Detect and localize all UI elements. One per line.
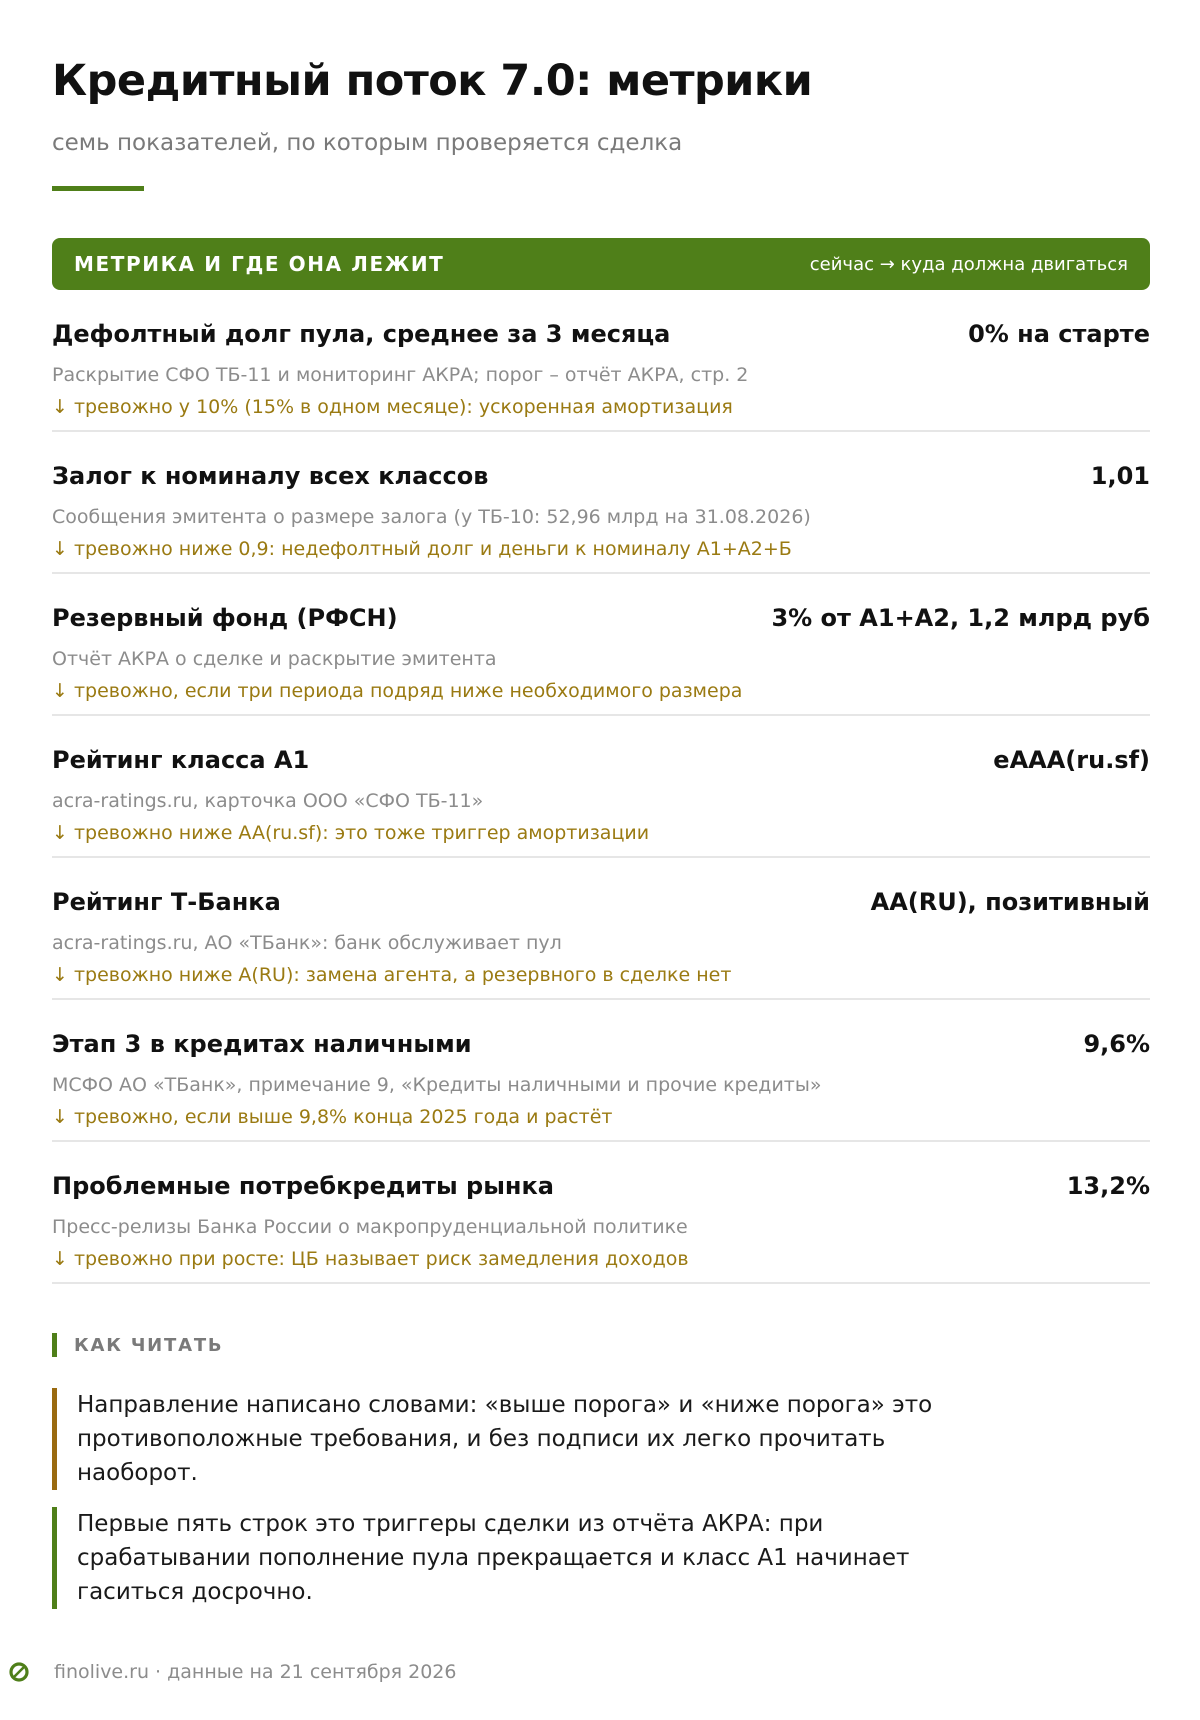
metric-source: Отчёт АКРА о сделке и раскрытие эмитента — [52, 648, 497, 670]
metric-alarm: ↓ тревожно, если выше 9,8% конца 2025 года и растёт — [52, 1106, 613, 1128]
page-subtitle: семь показателей, по которым проверяется сделка — [52, 130, 683, 156]
metric-source: МСФО АО «ТБанк», примечание 9, «Кредиты наличными и прочие кредиты» — [52, 1074, 822, 1096]
howto-label: КАК ЧИТАТЬ — [74, 1334, 224, 1356]
metric-name: Проблемные потребкредиты рынка — [52, 1172, 554, 1200]
metric-source: acra-ratings.ru, карточка ООО «СФО ТБ-11» — [52, 790, 484, 812]
metric-value: AA(RU), позитивный — [870, 888, 1150, 916]
footer — [8, 1661, 456, 1683]
table-header-left: МЕТРИКА И ГДЕ ОНА ЛЕЖИТ — [74, 252, 445, 276]
howto-accent-bar — [52, 1333, 57, 1357]
title-accent-rule — [52, 186, 144, 191]
metric-source: Сообщения эмитента о размере залога (у ТБ-10: 52,96 млрд на 31.08.2026) — [52, 506, 811, 528]
metric-row — [52, 290, 1150, 432]
metric-row — [52, 1142, 1150, 1284]
metric-alarm: ↓ тревожно, если три периода подряд ниже необходимого размера — [52, 680, 743, 702]
metric-name: Залог к номиналу всех классов — [52, 462, 489, 490]
metric-name: Резервный фонд (РФСН) — [52, 604, 398, 632]
metric-row — [52, 1000, 1150, 1142]
metric-alarm: ↓ тревожно ниже A(RU): замена агента, а резервного в сделке нет — [52, 964, 732, 986]
metric-value: eAAA(ru.sf) — [993, 746, 1150, 774]
metric-alarm: ↓ тревожно при росте: ЦБ называет риск замедления доходов — [52, 1248, 689, 1270]
howto-note — [52, 1388, 1150, 1490]
note-accent-bar — [52, 1507, 57, 1609]
table-header-bar — [52, 238, 1150, 290]
metric-name: Дефолтный долг пула, среднее за 3 месяца — [52, 320, 671, 348]
note-text: Первые пять строк это триггеры сделки из отчёта АКРА: при срабатывании пополнение пула прекращается и класс А1 начинает гаситься досрочно. — [77, 1511, 910, 1605]
metric-row — [52, 432, 1150, 574]
metrics-list — [52, 290, 1150, 1284]
howto-note — [52, 1507, 1150, 1609]
finolive-logo-icon — [8, 1661, 30, 1683]
howto-heading — [52, 1333, 223, 1357]
metric-source: Раскрытие СФО ТБ-11 и мониторинг АКРА; порог – отчёт АКРА, стр. 2 — [52, 364, 749, 386]
metric-name: Рейтинг класса А1 — [52, 746, 310, 774]
metric-name: Этап 3 в кредитах наличными — [52, 1030, 472, 1058]
metric-value: 3% от А1+А2, 1,2 млрд руб — [771, 604, 1150, 632]
metric-row — [52, 716, 1150, 858]
metric-value: 9,6% — [1083, 1030, 1150, 1058]
metric-row — [52, 858, 1150, 1000]
metric-row — [52, 574, 1150, 716]
metric-alarm: ↓ тревожно у 10% (15% в одном месяце): ускоренная амортизация — [52, 396, 733, 418]
metric-value: 13,2% — [1066, 1172, 1150, 1200]
note-text: Направление написано словами: «выше порога» и «ниже порога» это противоположные требования, и без подписи их легко прочитать наоборот. — [77, 1392, 933, 1486]
metric-source: acra-ratings.ru, АО «ТБанк»: банк обслуживает пул — [52, 932, 562, 954]
footer-text: finolive.ru · данные на 21 сентября 2026 — [54, 1661, 457, 1683]
metric-name: Рейтинг Т-Банка — [52, 888, 281, 916]
metric-value: 0% на старте — [968, 320, 1150, 348]
metric-alarm: ↓ тревожно ниже 0,9: недефолтный долг и деньги к номиналу А1+А2+Б — [52, 538, 792, 560]
metric-alarm: ↓ тревожно ниже AA(ru.sf): это тоже триггер амортизации — [52, 822, 650, 844]
metric-source: Пресс-релизы Банка России о макропруденциальной политике — [52, 1216, 688, 1238]
page-title: Кредитный поток 7.0: метрики — [52, 56, 813, 106]
table-header-right: сейчас → куда должна двигаться — [809, 253, 1128, 275]
note-accent-bar — [52, 1388, 57, 1490]
metric-value: 1,01 — [1090, 462, 1150, 490]
